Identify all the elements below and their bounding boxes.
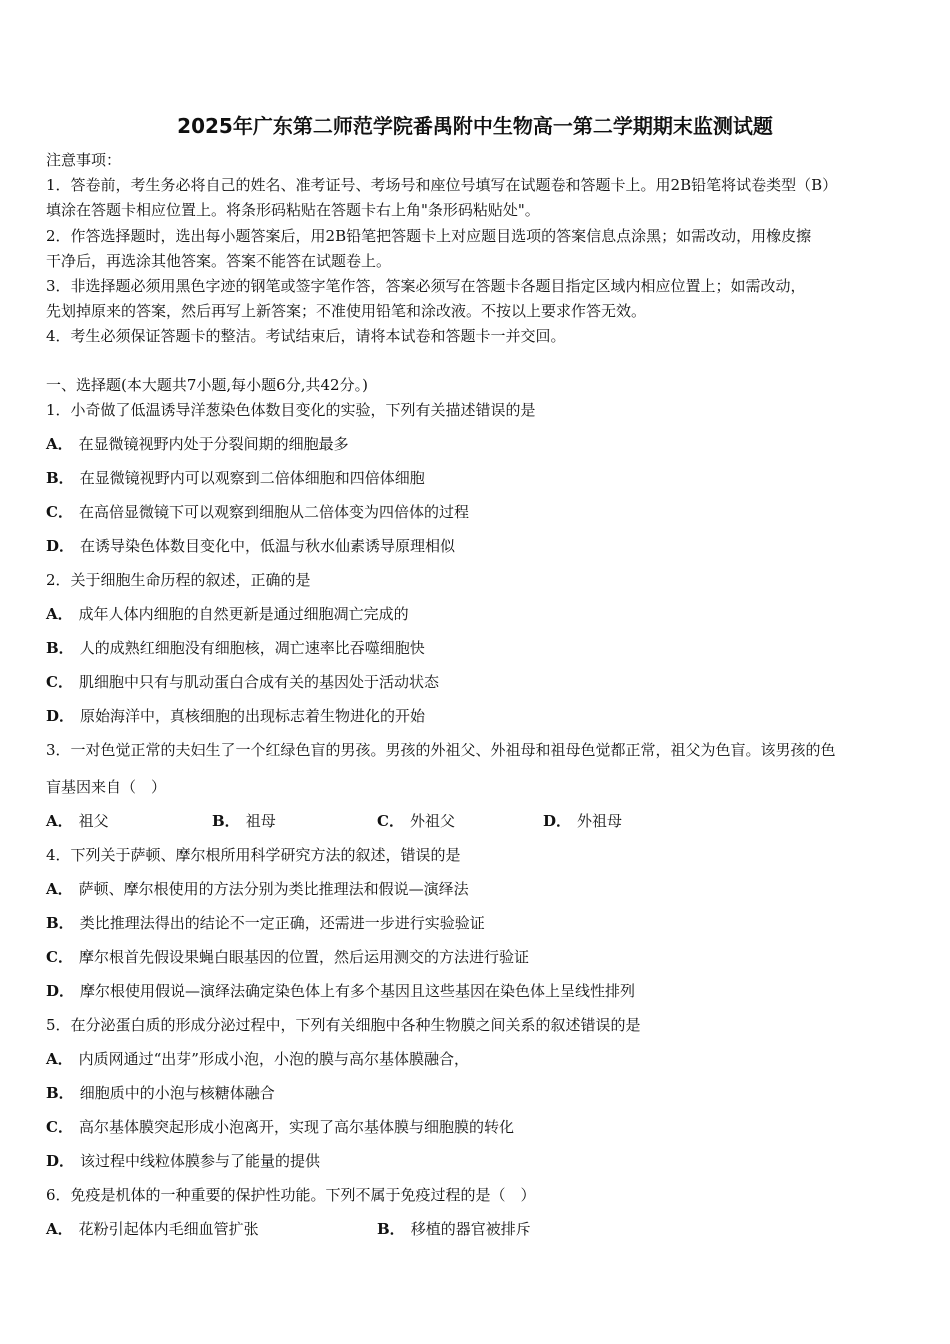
option-letter: A． xyxy=(46,435,73,453)
option-letter: A． xyxy=(46,605,73,623)
option-text: 在显微镜视野内可以观察到二倍体细胞和四倍体细胞 xyxy=(79,469,425,487)
option xyxy=(46,468,425,488)
option-text: 摩尔根使用假说—演绎法确定染色体上有多个基因且这些基因在染色体上呈线性排列 xyxy=(80,982,636,1000)
option xyxy=(46,1151,320,1171)
option-text: 在诱导染色体数目变化中，低温与秋水仙素诱导原理相似 xyxy=(80,537,456,555)
option xyxy=(46,672,439,692)
option xyxy=(46,1049,469,1069)
option-text: 高尔基体膜突起形成小泡离开，实现了高尔基体膜与细胞膜的转化 xyxy=(78,1118,514,1136)
question-stem: 5．在分泌蛋白质的形成分泌过程中，下列有关细胞中各种生物膜之间关系的叙述错误的是 xyxy=(46,1016,641,1034)
option xyxy=(46,879,469,899)
option-text: 祖母 xyxy=(245,812,276,830)
notice-line: 3．非选择题必须用黑色字迹的钢笔或签字笔作答，答案必须写在答题卡各题目指定区域内相应位置上；如需改动， xyxy=(46,277,806,295)
option-letter: A． xyxy=(46,1050,73,1068)
option-letter: B． xyxy=(46,1084,74,1102)
option-text: 人的成熟红细胞没有细胞核，凋亡速率比吞噬细胞快 xyxy=(79,639,425,657)
option xyxy=(46,434,349,454)
option xyxy=(46,1083,275,1103)
notice-line: 填涂在答题卡相应位置上。将条形码粘贴在答题卡右上角"条形码粘贴处"。 xyxy=(46,201,540,219)
option xyxy=(46,1117,514,1137)
notice-heading: 注意事项： xyxy=(46,151,122,169)
option-text: 外祖母 xyxy=(577,812,623,830)
option-text: 肌细胞中只有与肌动蛋白合成有关的基因处于活动状态 xyxy=(78,673,439,691)
notice-line: 2．作答选择题时，选出每小题答案后，用2B铅笔把答题卡上对应题目选项的答案信息点涂黑；如需改动，用橡皮擦 xyxy=(46,227,812,245)
option xyxy=(377,811,455,831)
option-text: 在高倍显微镜下可以观察到细胞从二倍体变为四倍体的过程 xyxy=(78,503,469,521)
option-text: 原始海洋中，真核细胞的出现标志着生物进化的开始 xyxy=(80,707,426,725)
option-letter: B． xyxy=(46,914,74,932)
option-text: 花粉引起体内毛细血管扩张 xyxy=(78,1220,259,1238)
notice-line: 干净后，再选涂其他答案。答案不能答在试题卷上。 xyxy=(46,252,392,270)
option-letter: C． xyxy=(46,673,73,691)
option-text: 萨顿、摩尔根使用的方法分别为类比推理法和假说—演绎法 xyxy=(78,880,469,898)
option xyxy=(46,536,455,556)
option-letter: D． xyxy=(46,537,75,555)
question-stem: 6．免疫是机体的一种重要的保护性功能。下列不属于免疫过程的是（ ） xyxy=(46,1186,536,1204)
option-text: 外祖父 xyxy=(409,812,455,830)
option xyxy=(377,1219,531,1239)
question-stem: 1．小奇做了低温诱导洋葱染色体数目变化的实验，下列有关描述错误的是 xyxy=(46,401,536,419)
option xyxy=(46,706,425,726)
page-title: 2025年广东第二师范学院番禺附中生物高一第二学期期末监测试题 xyxy=(177,114,773,138)
option-letter: A． xyxy=(46,812,73,830)
option xyxy=(46,811,109,831)
option-text: 移植的器官被排斥 xyxy=(410,1220,531,1238)
section-heading: 一、选择题(本大题共7小题,每小题6分,共42分。) xyxy=(46,376,368,394)
question-stem-continued: 盲基因来自（ ） xyxy=(46,778,167,796)
option-letter: C． xyxy=(377,812,404,830)
option xyxy=(46,604,409,624)
option xyxy=(46,1219,259,1239)
option-text: 细胞质中的小泡与核糖体融合 xyxy=(79,1084,275,1102)
option-letter: D． xyxy=(46,707,75,725)
notice-line: 4．考生必须保证答题卡的整洁。考试结束后，请将本试卷和答题卡一并交回。 xyxy=(46,327,566,345)
option xyxy=(543,811,622,831)
option-text: 祖父 xyxy=(78,812,109,830)
option-letter: B． xyxy=(46,469,74,487)
option-text: 成年人体内细胞的自然更新是通过细胞凋亡完成的 xyxy=(78,605,409,623)
option-letter: A． xyxy=(46,1220,73,1238)
option xyxy=(212,811,276,831)
option xyxy=(46,502,469,522)
option-letter: D． xyxy=(543,812,572,830)
option-letter: B． xyxy=(46,639,74,657)
option-letter: C． xyxy=(46,1118,73,1136)
option xyxy=(46,981,635,1001)
option xyxy=(46,913,485,933)
option-text: 摩尔根首先假设果蝇白眼基因的位置，然后运用测交的方法进行验证 xyxy=(78,948,529,966)
question-stem: 3．一对色觉正常的夫妇生了一个红绿色盲的男孩。男孩的外祖父、外祖母和祖母色觉都正常，祖父为色盲。该男孩的色 xyxy=(46,741,836,759)
notice-line: 先划掉原来的答案，然后再写上新答案；不准使用铅笔和涂改液。不按以上要求作答无效。 xyxy=(46,302,647,320)
option-text: 内质网通过“出芽”形成小泡，小泡的膜与高尔基体膜融合， xyxy=(78,1050,469,1068)
option xyxy=(46,947,529,967)
option-letter: D． xyxy=(46,982,75,1000)
option-letter: C． xyxy=(46,503,73,521)
question-stem: 2．关于细胞生命历程的叙述，正确的是 xyxy=(46,571,311,589)
option-letter: C． xyxy=(46,948,73,966)
option-letter: D． xyxy=(46,1152,75,1170)
option-text: 在显微镜视野内处于分裂间期的细胞最多 xyxy=(78,435,349,453)
option-letter: B． xyxy=(212,812,240,830)
option xyxy=(46,638,425,658)
notice-line: 1．答卷前，考生务必将自己的姓名、准考证号、考场号和座位号填写在试题卷和答题卡上。用2B铅笔将试卷类型（B） xyxy=(46,176,838,194)
option-text: 该过程中线粒体膜参与了能量的提供 xyxy=(80,1152,321,1170)
option-text: 类比推理法得出的结论不一定正确，还需进一步进行实验验证 xyxy=(79,914,485,932)
question-stem: 4．下列关于萨顿、摩尔根所用科学研究方法的叙述，错误的是 xyxy=(46,846,461,864)
option-letter: A． xyxy=(46,880,73,898)
option-letter: B． xyxy=(377,1220,405,1238)
